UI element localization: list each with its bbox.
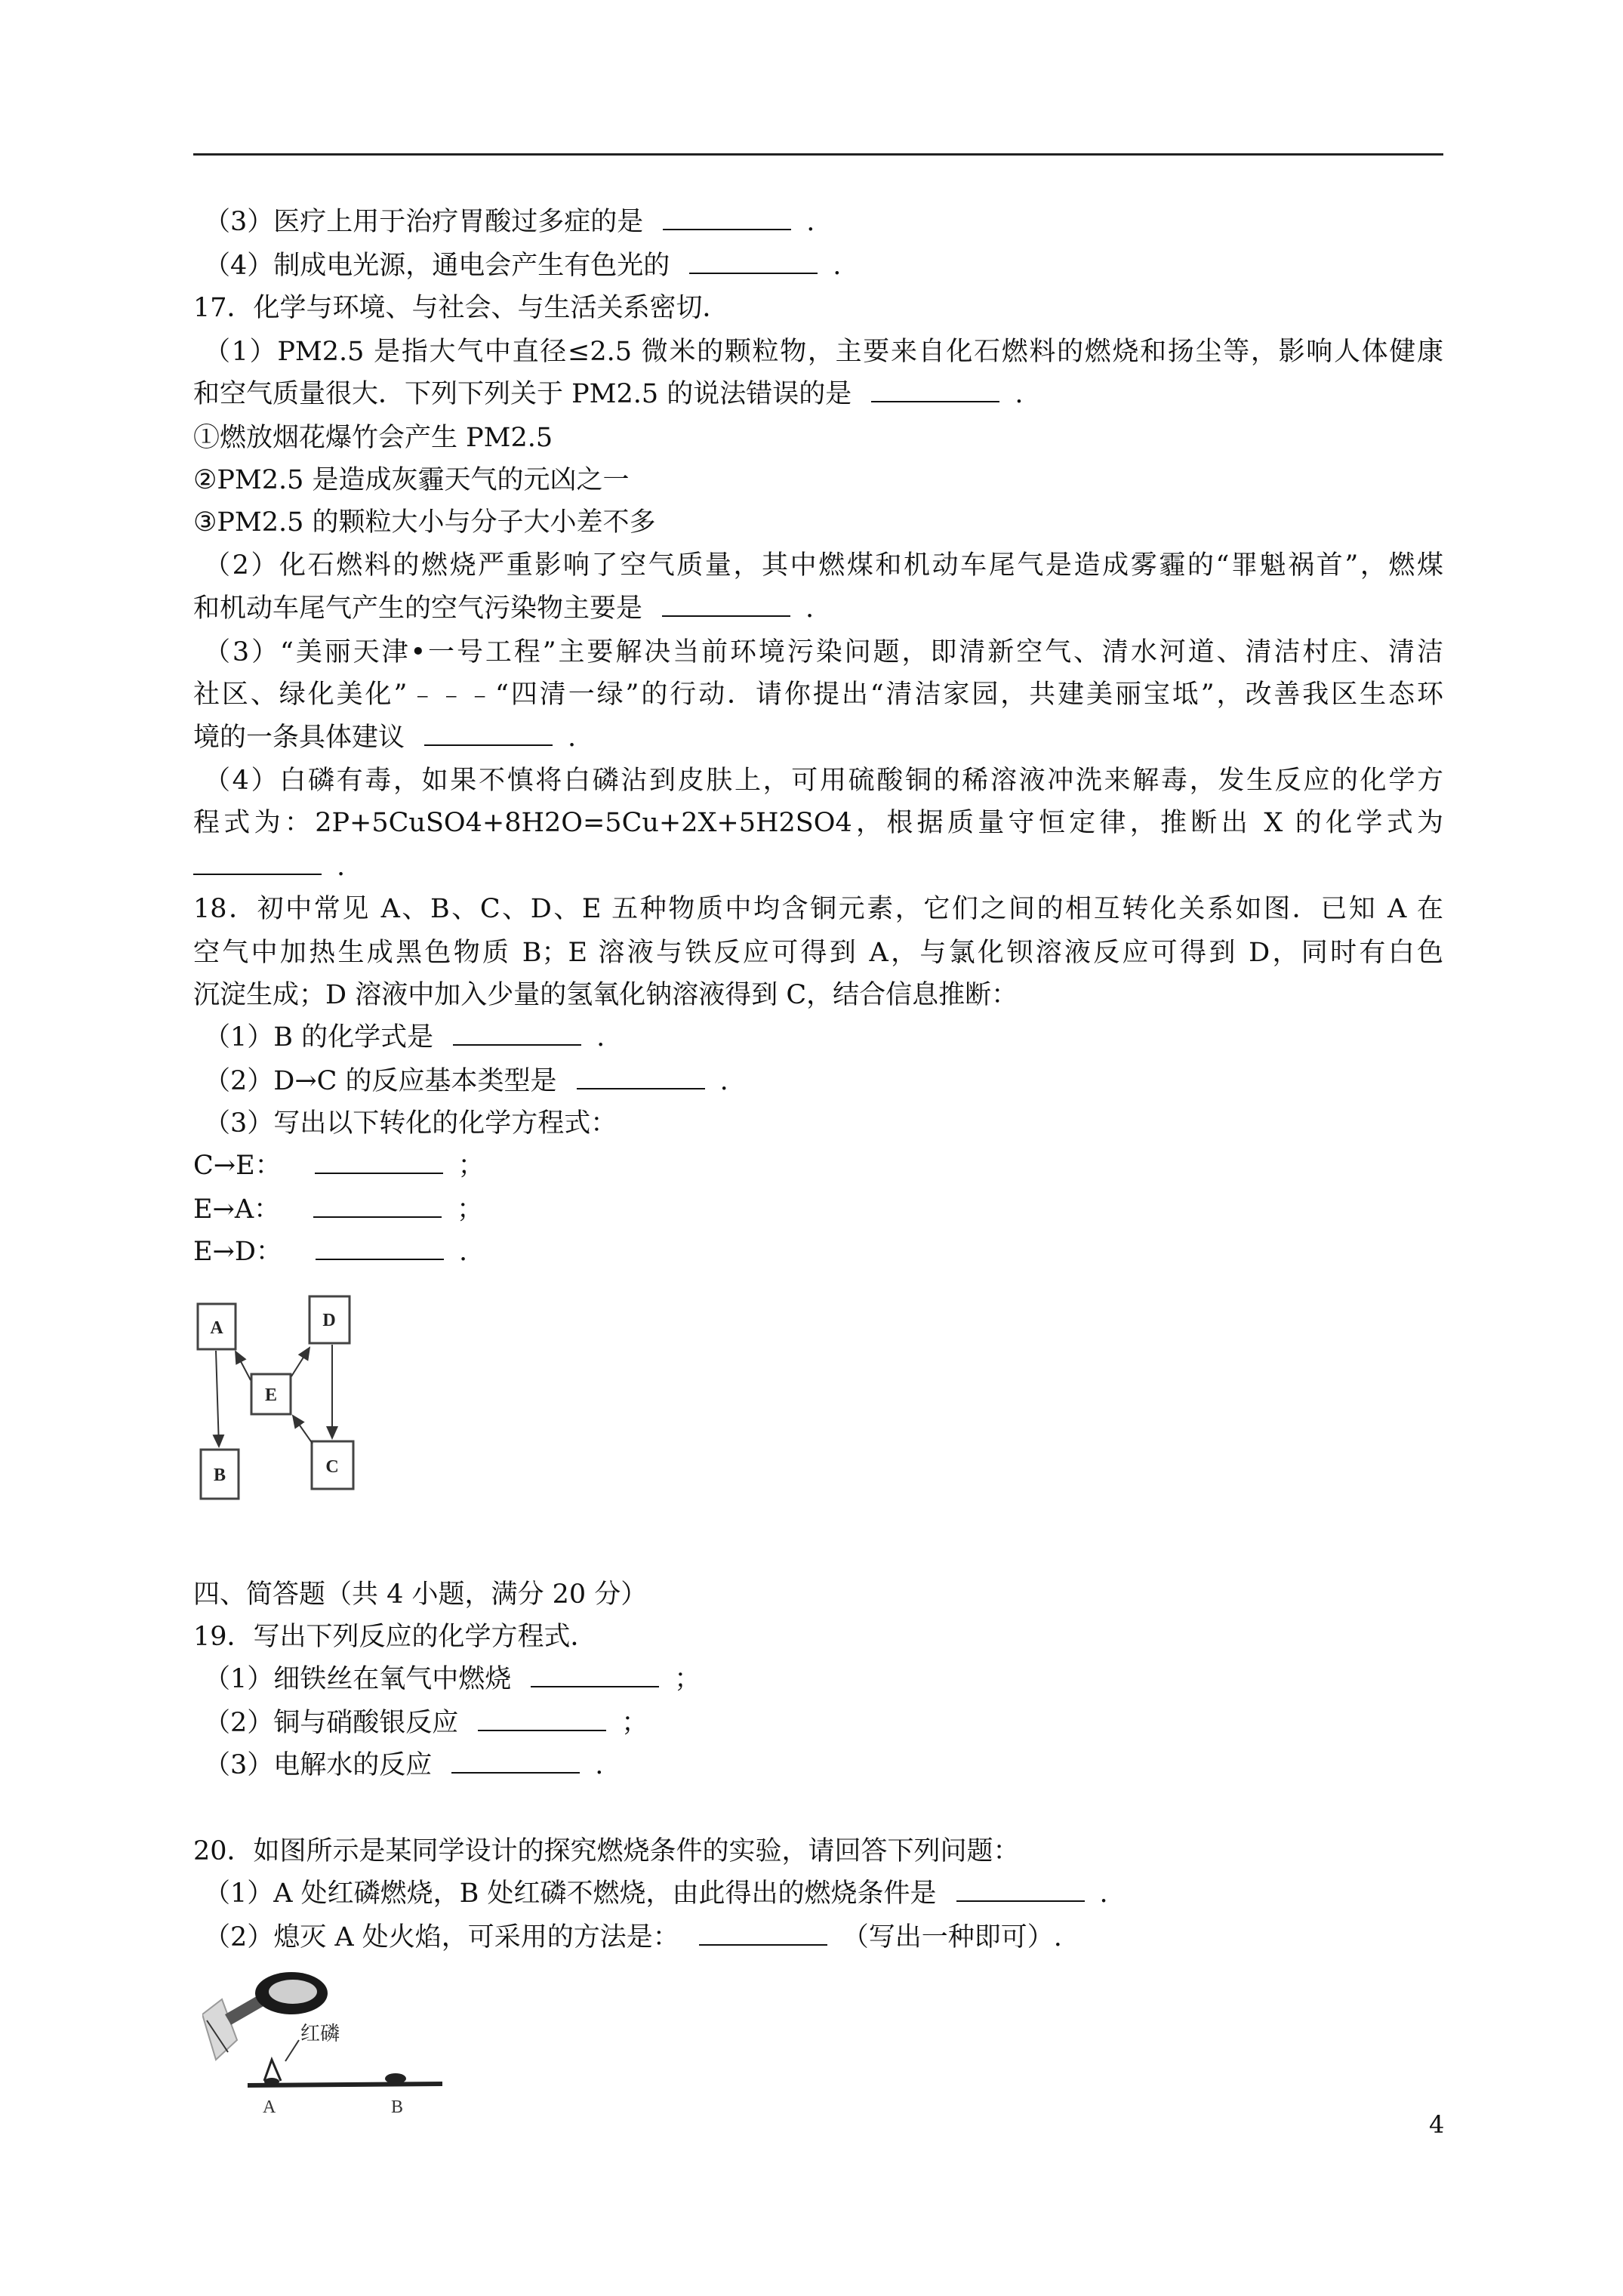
answer-blank[interactable] — [451, 1749, 580, 1774]
q17-part1-line1: （1）PM2.5 是指大气中直径≤2.5 微米的颗粒物，主要来自化石燃料的燃烧和扬尘等，影响人体健康 — [204, 337, 1443, 367]
q17-part1-line2: 和空气质量很大．下列下列关于 PM2.5 的说法错误的是 . — [193, 379, 1024, 409]
q17-option-3: ③PM2.5 的颗粒大小与分子大小差不多 — [193, 507, 656, 538]
q16-item-3: （3）医疗上用于治疗胃酸过多症的是 . — [204, 207, 815, 237]
figure-label-red-phosphorus: 红磷 — [300, 2023, 340, 2045]
answer-blank[interactable] — [313, 1194, 442, 1218]
diagram-label-a: A — [210, 1318, 223, 1338]
q17-part3-line2: 社区、绿化美化”﹣﹣﹣“四清一绿”的行动．请你提出“清洁家园，共建美丽宝坻”，改善我区生态环 — [193, 680, 1443, 710]
q17-title: 17．化学与环境、与社会、与生活关系密切． — [193, 293, 729, 323]
q17-part2-line1: （2）化石燃料的燃烧严重影响了空气质量，其中燃煤和机动车尾气是造成雾霾的“罪魁祸首”，燃煤 — [204, 550, 1443, 581]
answer-blank[interactable] — [871, 378, 999, 402]
answer-blank[interactable] — [662, 593, 790, 617]
q16-item-4: （4）制成电光源，通电会产生有色光的 . — [204, 251, 842, 281]
diagram-label-b: B — [213, 1465, 226, 1485]
q18-text-line1: 18．初中常见 A、B、C、D、E 五种物质中均含铜元素，它们之间的相互转化关系如图．已知 A 在 — [193, 894, 1443, 924]
q17-option-2: ②PM2.5 是造成灰霾天气的元凶之一 — [193, 465, 630, 495]
answer-blank[interactable] — [699, 1922, 827, 1946]
q18-item-3: （3）写出以下转化的化学方程式： — [204, 1108, 617, 1139]
answer-blank[interactable] — [316, 1236, 444, 1260]
answer-blank[interactable] — [453, 1022, 581, 1046]
q17-part2-line2: 和机动车尾气产生的空气污染物主要是 . — [193, 593, 815, 624]
figure-label-a: A — [263, 2097, 276, 2117]
q20-item-1: （1）A 处红磷燃烧，B 处红磷不燃烧，由此得出的燃烧条件是 . — [204, 1878, 1108, 1909]
answer-blank[interactable] — [689, 250, 818, 274]
q18-item-1: （1）B 的化学式是 . — [204, 1022, 605, 1052]
figure-label-b: B — [391, 2097, 404, 2117]
q17-part4-line1: （4）白磷有毒，如果不慎将白磷沾到皮肤上，可用硫酸铜的稀溶液冲洗来解毒，发生反应的化学方 — [204, 766, 1443, 796]
arrow-a-to-b — [216, 1351, 219, 1447]
answer-blank[interactable] — [663, 206, 791, 230]
q17-part3-line3: 境的一条具体建议 . — [193, 723, 577, 753]
header-rule — [193, 153, 1443, 156]
q19-item-2: （2）铜与硝酸银反应 ； — [204, 1708, 648, 1738]
answer-blank[interactable] — [956, 1878, 1085, 1902]
q18-equation-e-a: E→A： ； — [193, 1194, 484, 1225]
hand-shape — [202, 1999, 237, 2060]
q18-text-line2: 空气中加热生成黑色物质 B；E 溶液与铁反应可得到 A，与氯化钡溶液反应可得到 D，同时有白色 — [193, 938, 1443, 968]
answer-blank[interactable] — [531, 1663, 659, 1687]
flame-a — [264, 2060, 281, 2081]
q19-item-3: （3）电解水的反应 . — [204, 1750, 604, 1780]
q18-conversion-diagram — [189, 1284, 377, 1510]
q18-item-2: （2）D→C 的反应基本类型是 . — [204, 1066, 728, 1096]
section4-title: 四、简答题（共 4 小题，满分 20 分） — [193, 1579, 648, 1610]
q19-item-1: （1）细铁丝在氧气中燃烧 ； — [204, 1664, 701, 1694]
q18-text-line3: 沉淀生成；D 溶液中加入少量的氢氧化钠溶液得到 C，结合信息推断： — [193, 980, 1018, 1010]
answer-blank[interactable] — [424, 722, 553, 746]
q19-title: 19．写出下列反应的化学方程式． — [193, 1622, 597, 1652]
diagram-label-c: C — [325, 1457, 339, 1477]
q18-equation-c-e: C→E： ； — [193, 1151, 485, 1181]
q17-option-1: ①燃放烟花爆竹会产生 PM2.5 — [193, 423, 553, 453]
answer-blank[interactable] — [478, 1707, 606, 1731]
diagram-label-e: E — [264, 1385, 278, 1405]
diagram-label-d: D — [322, 1311, 336, 1330]
q17-part4-line2: 程式为：2P+5CuSO4+8H2O=5Cu+2X+5H2SO4，根据质量守恒定律，推断出 X 的化学式为 — [193, 808, 1443, 838]
answer-blank[interactable] — [193, 851, 322, 875]
phosphorus-b — [385, 2073, 406, 2084]
q20-item-2: （2）熄灭 A 处火焰，可采用的方法是： （写出一种即可）. — [204, 1922, 1062, 1952]
arrow-c-to-e — [293, 1416, 313, 1444]
q18-equation-e-d: E→D： . — [193, 1237, 468, 1267]
arrow-e-to-a — [236, 1351, 251, 1380]
q20-experiment-figure — [202, 1971, 459, 2122]
arrow-e-to-d — [291, 1348, 310, 1376]
q17-part3-line1: （3）“美丽天津•一号工程”主要解决当前环境污染问题，即清新空气、清水河道、清洁村庄、清洁 — [204, 637, 1443, 667]
answer-blank[interactable] — [577, 1065, 705, 1089]
answer-blank[interactable] — [315, 1150, 443, 1174]
q20-title: 20．如图所示是某同学设计的探究燃烧条件的实验，请回答下列问题： — [193, 1836, 1020, 1866]
page-number: 4 — [1429, 2110, 1445, 2139]
q17-part4-line3: . — [193, 850, 345, 883]
